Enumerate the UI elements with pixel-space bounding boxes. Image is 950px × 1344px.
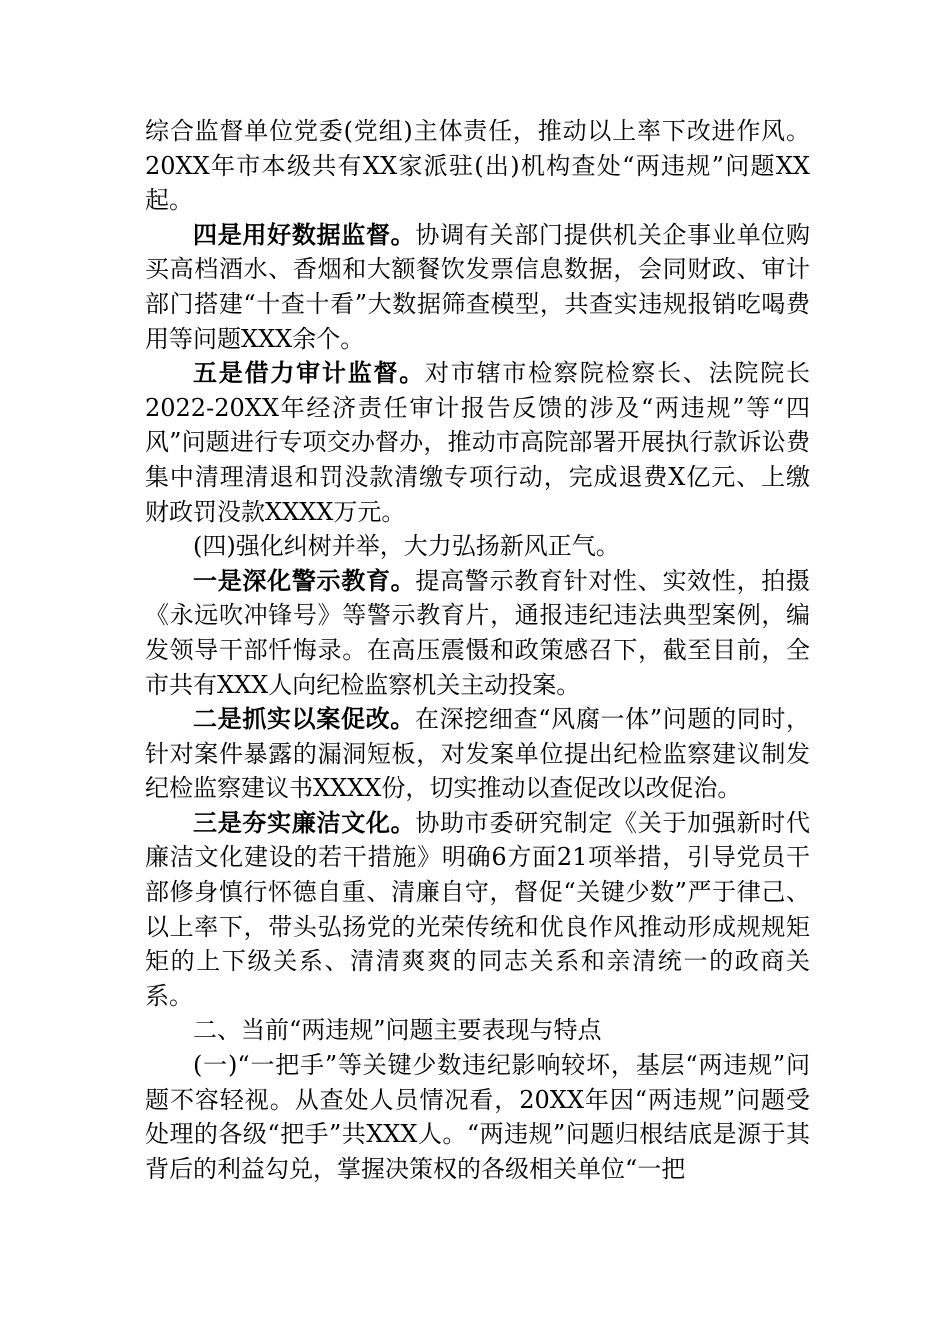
paragraph-8-text: 二、当前“两违规”问题主要表现与特点 xyxy=(193,1016,602,1045)
paragraph-5-lead: 一是深化警示教育。 xyxy=(193,566,416,595)
paragraph-4-text: (四)强化纠树并举，大力弘扬新风正气。 xyxy=(193,532,620,561)
paragraph-1-text: 综合监督单位党委(党组)主体责任，推动以上率下改进作风。20XX年市本级共有XX家派驻(出)机构查处“两违规”问题XX起。 xyxy=(145,117,810,215)
paragraph-6-lead: 二是抓实以案促改。 xyxy=(193,705,415,734)
paragraph-6-text: 在深挖细查“风腐一体”问题的同时，针对案件暴露的漏洞短板，对发案单位提出纪检监察建议制发纪检监察建议书XXXX份，切实推动以查促改以改促治。 xyxy=(145,705,811,803)
paragraph-5-text: 提高警示教育针对性、实效性，拍摄《永远吹冲锋号》等警示教育片，通报违纪违法典型案例，编发领导干部忏悔录。在高压震慑和政策感召下，截至目前，全市共有XXX人向纪检监察机关主动投案。 xyxy=(145,566,810,699)
paragraph-6 xyxy=(145,702,810,806)
paragraph-2-lead: 四是用好数据监督。 xyxy=(193,220,416,249)
document-page xyxy=(145,114,810,1186)
paragraph-2 xyxy=(145,218,810,356)
paragraph-5 xyxy=(145,564,810,702)
paragraph-3-lead: 五是借力审计监督。 xyxy=(193,359,426,388)
paragraph-2-text: 协调有关部门提供机关企事业单位购买高档酒水、香烟和大额餐饮发票信息数据，会同财政、审计部门搭建“十查十看”大数据筛查模型，共查实违规报销吃喝费用等问题XXX余个。 xyxy=(145,220,810,353)
paragraph-9 xyxy=(145,1048,810,1186)
section-heading xyxy=(145,1013,810,1048)
paragraph-7 xyxy=(145,806,810,1014)
paragraph-3 xyxy=(145,356,810,529)
paragraph-7-lead: 三是夯实廉洁文化。 xyxy=(193,808,416,837)
paragraph-3-text: 对市辖市检察院检察长、法院院长2022-20XX年经济责任审计报告反馈的涉及“两违规”等“四风”问题进行专项交办督办，推动市高院部署开展执行款诉讼费集中清理清退和罚没款清缴专项行动，完成退费X亿元、上缴财政罚没款XXXX万元。 xyxy=(145,359,811,526)
paragraph-4 xyxy=(145,529,810,564)
paragraph-9-text: (一)“一把手”等关键少数违纪影响较坏，基层“两违规”问题不容轻视。从查处人员情况看，20XX年因“两违规”问题受处理的各级“把手”共XXX人。“两违规”问题归根结底是源于其背后的利益勾兑，掌握决策权的各级相关单位“一把 xyxy=(145,1051,810,1183)
paragraph-7-text: 协助市委研究制定《关于加强新时代廉洁文化建设的若干措施》明确6方面21项举措，引导党员干部修身慎行怀德自重、清廉自守，督促“关键少数”严于律己、以上率下，带头弘扬党的光荣传统和优良作风推动形成规规矩矩的上下级关系、清清爽爽的同志关系和亲清统一的政商关系。 xyxy=(145,808,810,1010)
paragraph-1 xyxy=(145,114,810,218)
